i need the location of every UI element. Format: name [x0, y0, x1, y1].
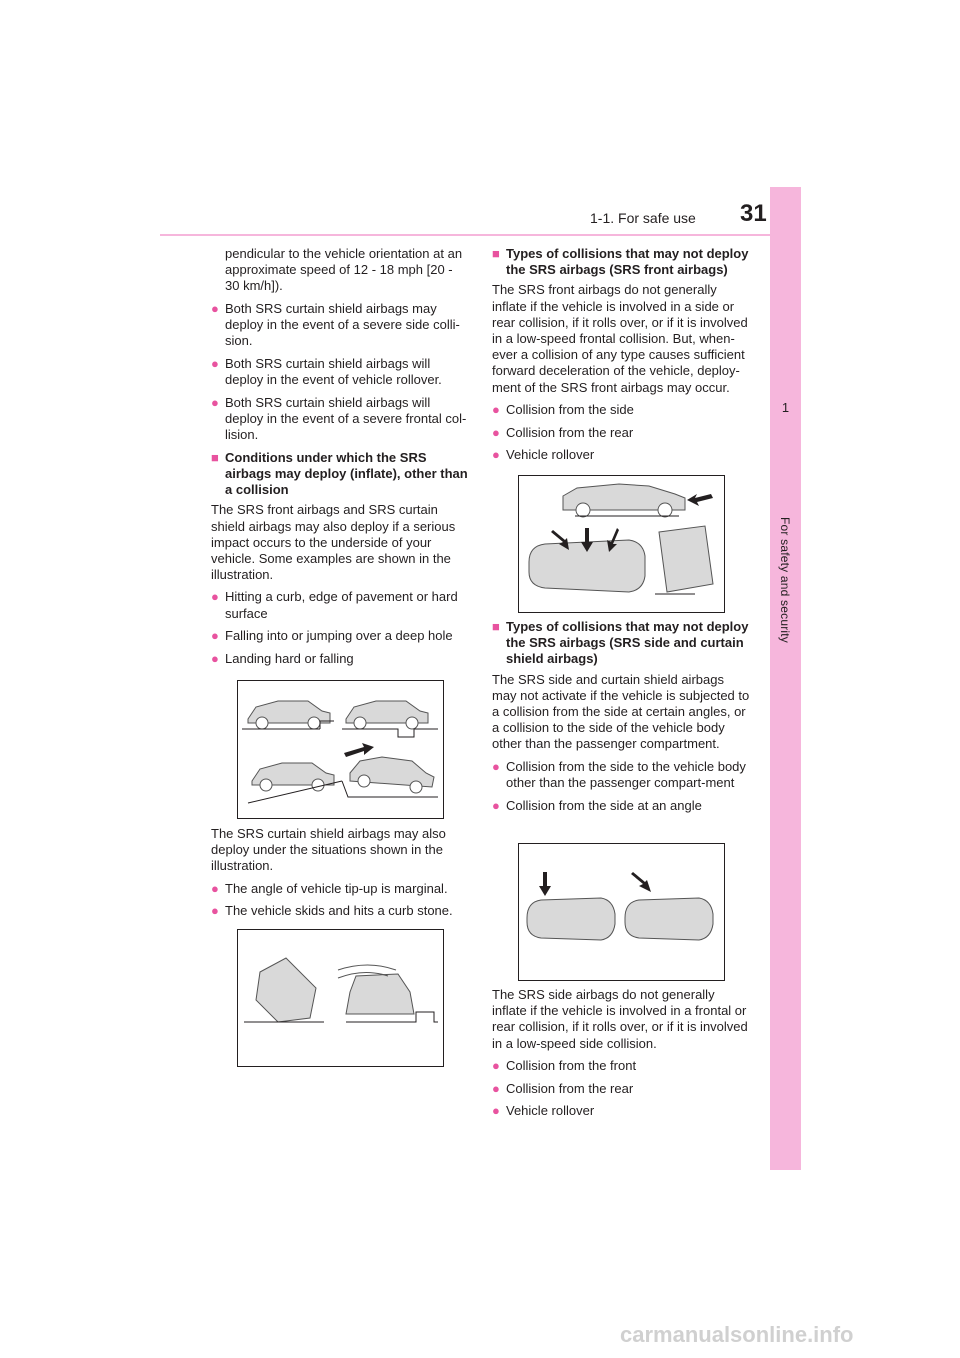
right-column-top — [492, 246, 752, 470]
paragraph: The SRS side airbags do not generally inflate if the vehicle is involved in a frontal or rear collision, if it rolls over, or if it is involved in a low-speed side collision. — [492, 987, 748, 1051]
list-item: ● Falling into or jumping over a deep hole — [211, 628, 453, 644]
paragraph: The SRS front airbags do not generally inflate if the vehicle is involved in a side or rear collision, if it rolls over, or if it is involved in a low-speed frontal collision. But, when-ever a collision of any type causes sufficient forward deceleration of the vehicle, deploy-ment of the SRS front airbags may occur. — [492, 282, 748, 395]
bullet-icon: ● — [211, 880, 219, 896]
section-heading: ■ Types of collisions that may not deploy the SRS airbags (SRS side and curtain shield airbags) — [492, 619, 749, 667]
paragraph: The SRS curtain shield airbags may also deploy under the situations shown in the illustration. — [211, 826, 446, 874]
bullet-icon: ● — [211, 650, 219, 666]
left-column-top — [211, 246, 469, 674]
square-bullet-icon: ■ — [492, 246, 500, 261]
list-item: ● Collision from the side — [492, 401, 634, 417]
left-column-bottom — [211, 826, 469, 926]
list-item: ● Collision from the side at an angle — [492, 797, 702, 813]
list-item: ● Hitting a curb, edge of pavement or hard surface — [211, 589, 458, 621]
bullet-icon: ● — [211, 355, 219, 371]
underside-impact-illustration — [237, 680, 444, 819]
paragraph: The SRS front airbags and SRS curtain shield airbags may also deploy if a serious impact occurs to the underside of your vehicle. Some examples are shown in the illustration. — [211, 502, 456, 583]
watermark: carmanualsonline.info — [620, 1322, 854, 1347]
chapter-side-tab[interactable] — [770, 187, 801, 1170]
list-item: ● The vehicle skids and hits a curb stone. — [211, 903, 453, 919]
side-airbag-non-deploy-illustration — [518, 843, 725, 981]
bullet-icon: ● — [492, 447, 500, 463]
square-bullet-icon: ■ — [492, 619, 500, 634]
section-heading: ■ Types of collisions that may not deploy the SRS airbags (SRS front airbags) — [492, 246, 749, 278]
list-item: ● Both SRS curtain shield airbags will deploy in the event of a severe frontal col-lision. — [211, 394, 467, 443]
front-airbag-non-deploy-illustration — [518, 475, 725, 613]
square-bullet-icon: ■ — [211, 449, 219, 465]
list-item: ● Collision from the rear — [492, 424, 634, 440]
bullet-icon: ● — [211, 589, 219, 605]
right-column-bottom — [492, 987, 752, 1126]
section-title: 1-1. For safe use — [590, 210, 696, 226]
bullet-icon: ● — [211, 394, 219, 410]
list-item: ● Both SRS curtain shield airbags may deploy in the event of a severe side colli-sion. — [211, 300, 460, 349]
section-heading: ■ Conditions under which the SRS airbags may deploy (inflate), other than a collision — [211, 449, 468, 498]
list-item: ● The angle of vehicle tip-up is marginal. — [211, 880, 448, 896]
bullet-icon: ● — [211, 628, 219, 644]
list-item: ● Vehicle rollover — [492, 1103, 595, 1119]
bullet-icon: ● — [211, 903, 219, 919]
list-item: ● Collision from the rear — [492, 1080, 634, 1096]
continued-text: pendicular to the vehicle orientation at an approximate speed of 12 - 18 mph [20 - 30 km/h]). — [225, 246, 463, 294]
list-item: ● Vehicle rollover — [492, 447, 595, 463]
list-item: ● Landing hard or falling — [211, 650, 354, 666]
bullet-icon: ● — [492, 401, 500, 417]
paragraph: The SRS side and curtain shield airbags may not activate if the vehicle is subjected to a collision from the side at certain angles, or a collision to the side of the vehicle body other than the passenger compartment. — [492, 671, 750, 752]
bullet-icon: ● — [492, 797, 500, 813]
page-number: 31 — [740, 200, 767, 227]
bullet-icon: ● — [492, 1103, 500, 1119]
bullet-icon: ● — [492, 1080, 500, 1096]
bullet-icon: ● — [492, 758, 500, 774]
chapter-label: For safety and security — [778, 517, 792, 643]
list-item: ● Both SRS curtain shield airbags will deploy in the event of vehicle rollover. — [211, 355, 442, 387]
chapter-number: 1 — [781, 400, 790, 415]
tip-up-curb-illustration — [237, 929, 444, 1067]
list-item: ● Collision from the front — [492, 1057, 637, 1073]
bullet-icon: ● — [492, 1057, 500, 1073]
header-rule — [160, 234, 770, 236]
list-item: ● Collision from the side to the vehicle body other than the passenger compart-ment — [492, 758, 746, 790]
bullet-icon: ● — [211, 300, 219, 316]
bullet-icon: ● — [492, 424, 500, 440]
right-column-middle — [492, 619, 752, 820]
